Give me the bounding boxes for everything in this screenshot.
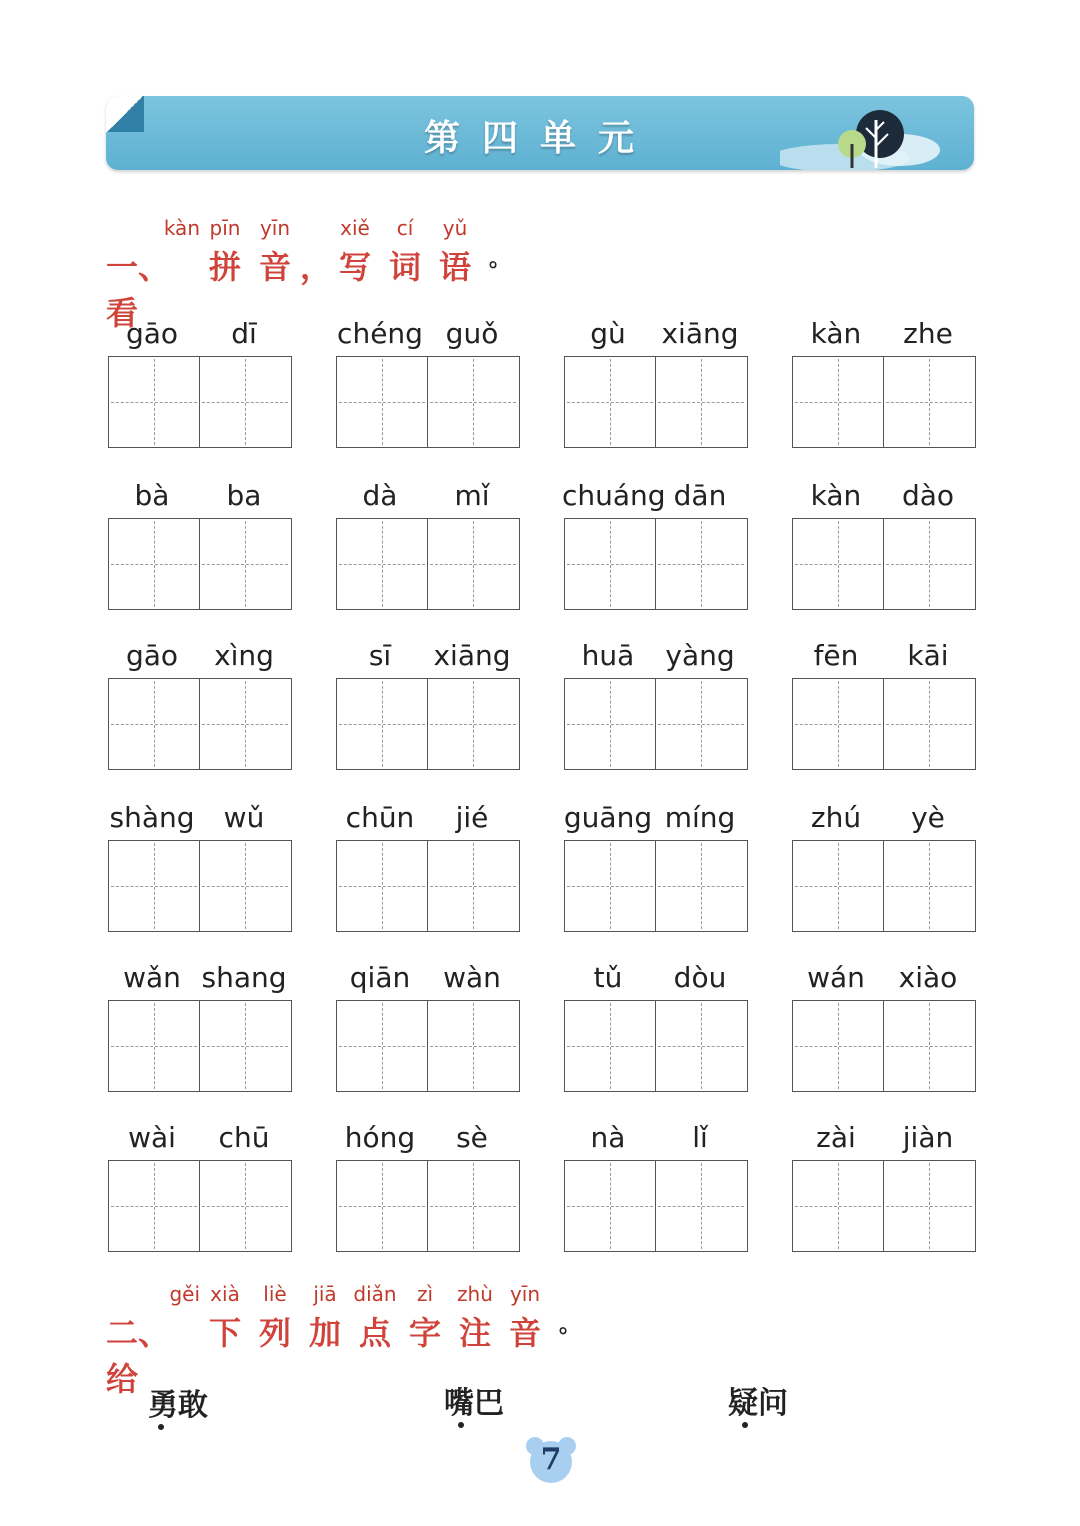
pinyin bbox=[300, 216, 330, 240]
syllable: kàn bbox=[810, 317, 862, 350]
pinyin bbox=[550, 1282, 590, 1306]
syllable: chéng bbox=[337, 317, 423, 350]
syllable: huā bbox=[581, 639, 635, 672]
word-yonggan: 勇敢 bbox=[148, 1388, 208, 1423]
word-cell bbox=[106, 794, 290, 932]
tianzige-box[interactable] bbox=[199, 679, 290, 769]
word-cell bbox=[790, 954, 974, 1092]
tianzige-box[interactable] bbox=[109, 1161, 199, 1251]
word-pinyin bbox=[106, 954, 290, 994]
title-char: 加 bbox=[308, 1314, 341, 1352]
word-pinyin bbox=[562, 1114, 746, 1154]
title-char: 字 bbox=[408, 1314, 441, 1352]
word-pinyin bbox=[334, 1114, 518, 1154]
writing-grid[interactable] bbox=[336, 518, 520, 610]
syllable: guāng bbox=[563, 801, 653, 834]
pinyin: diǎn bbox=[353, 1282, 397, 1306]
word-yiwen: 疑问 bbox=[728, 1386, 788, 1421]
word-cell bbox=[334, 310, 518, 448]
syllable: mǐ bbox=[454, 479, 490, 512]
pinyin: liè bbox=[263, 1282, 287, 1306]
word-pinyin bbox=[562, 472, 746, 512]
syllable: dà bbox=[362, 479, 398, 512]
word-pinyin bbox=[106, 794, 290, 834]
word-cell bbox=[334, 1114, 518, 1252]
word-pinyin bbox=[562, 794, 746, 834]
syllable: dào bbox=[901, 479, 955, 512]
syllable: zài bbox=[816, 1121, 856, 1154]
writing-grid[interactable] bbox=[108, 518, 292, 610]
tianzige-box[interactable] bbox=[337, 679, 427, 769]
tianzige-box[interactable] bbox=[427, 679, 518, 769]
writing-grid[interactable] bbox=[108, 356, 292, 448]
word-cell bbox=[334, 794, 518, 932]
tianzige-box[interactable] bbox=[793, 1161, 883, 1251]
title-char: 二、给 bbox=[106, 1314, 171, 1398]
word-pinyin bbox=[790, 794, 974, 834]
pinyin: jiā bbox=[313, 1282, 337, 1306]
word-cell bbox=[562, 310, 746, 448]
syllable: fēn bbox=[813, 639, 859, 672]
word-pinyin bbox=[562, 632, 746, 672]
syllable: wán bbox=[807, 961, 865, 994]
syllable: lǐ bbox=[692, 1121, 708, 1154]
writing-grid[interactable] bbox=[336, 356, 520, 448]
title-char: 注 bbox=[458, 1314, 491, 1352]
word-cell bbox=[334, 632, 518, 770]
pinyin: gěi bbox=[169, 1282, 200, 1306]
tianzige-box[interactable] bbox=[427, 841, 518, 931]
pinyin: xià bbox=[210, 1282, 240, 1306]
syllable: míng bbox=[664, 801, 736, 834]
syllable: shang bbox=[201, 961, 287, 994]
pinyin: pīn bbox=[209, 216, 241, 240]
tianzige-box[interactable] bbox=[109, 841, 199, 931]
syllable: xiāng bbox=[433, 639, 511, 672]
pinyin bbox=[480, 216, 520, 240]
section-2-pinyin bbox=[106, 1282, 590, 1306]
word-pinyin bbox=[334, 472, 518, 512]
syllable: gāo bbox=[125, 317, 179, 350]
syllable: yàng bbox=[665, 639, 735, 672]
word-pinyin bbox=[562, 310, 746, 350]
tianzige-box[interactable] bbox=[337, 1001, 427, 1091]
tianzige-box[interactable] bbox=[199, 519, 290, 609]
word-cell bbox=[106, 472, 290, 610]
syllable: tǔ bbox=[593, 961, 623, 994]
title-char: 音 bbox=[258, 248, 291, 286]
pinyin: yīn bbox=[259, 216, 291, 240]
pinyin: xiě bbox=[340, 216, 370, 240]
word-pinyin bbox=[106, 472, 290, 512]
writing-grid[interactable] bbox=[792, 1000, 976, 1092]
pinyin: kàn bbox=[163, 216, 200, 240]
word-cell bbox=[106, 310, 290, 448]
word-pinyin bbox=[790, 310, 974, 350]
syllable: qiān bbox=[349, 961, 411, 994]
word-cell bbox=[334, 472, 518, 610]
word-cell bbox=[562, 1114, 746, 1252]
tianzige-box[interactable] bbox=[655, 1161, 746, 1251]
syllable: sè bbox=[456, 1121, 488, 1154]
tianzige-box[interactable] bbox=[883, 357, 974, 447]
word-pinyin bbox=[790, 472, 974, 512]
title-char: 拼 bbox=[208, 248, 241, 286]
tianzige-box[interactable] bbox=[199, 357, 290, 447]
tianzige-box[interactable] bbox=[199, 1161, 290, 1251]
writing-grid[interactable] bbox=[108, 1000, 292, 1092]
word-cell bbox=[106, 1114, 290, 1252]
title-char: 列 bbox=[258, 1314, 291, 1352]
tianzige-box[interactable] bbox=[565, 357, 655, 447]
emphasis-dot bbox=[742, 1422, 748, 1428]
syllable: zhú bbox=[810, 801, 862, 834]
writing-grid[interactable] bbox=[108, 1160, 292, 1252]
word-pinyin bbox=[790, 954, 974, 994]
section-1-pinyin bbox=[106, 216, 520, 240]
writing-grid[interactable] bbox=[792, 840, 976, 932]
writing-grid[interactable] bbox=[792, 518, 976, 610]
syllable: xiào bbox=[898, 961, 958, 994]
tianzige-box[interactable] bbox=[427, 1001, 518, 1091]
writing-grid[interactable] bbox=[564, 678, 748, 770]
tianzige-box[interactable] bbox=[427, 519, 518, 609]
syllable: sī bbox=[368, 639, 392, 672]
writing-grid[interactable] bbox=[564, 1000, 748, 1092]
writing-grid[interactable] bbox=[336, 1000, 520, 1092]
title-char: 语 bbox=[438, 248, 471, 286]
tianzige-box[interactable] bbox=[655, 519, 746, 609]
word-cell bbox=[790, 794, 974, 932]
tianzige-box[interactable] bbox=[883, 841, 974, 931]
tianzige-box[interactable] bbox=[199, 841, 290, 931]
tianzige-box[interactable] bbox=[655, 841, 746, 931]
syllable: chū bbox=[218, 1121, 270, 1154]
tianzige-box[interactable] bbox=[655, 1001, 746, 1091]
word-pinyin bbox=[334, 954, 518, 994]
writing-grid[interactable] bbox=[564, 1160, 748, 1252]
syllable: yè bbox=[911, 801, 945, 834]
syllable: dān bbox=[673, 479, 727, 512]
tianzige-box[interactable] bbox=[337, 357, 427, 447]
word-pinyin bbox=[334, 310, 518, 350]
syllable: shàng bbox=[109, 801, 195, 834]
tianzige-box[interactable] bbox=[883, 679, 974, 769]
syllable: nà bbox=[590, 1121, 626, 1154]
title-char: ， bbox=[300, 248, 333, 286]
syllable: xìng bbox=[214, 639, 274, 672]
tianzige-box[interactable] bbox=[337, 519, 427, 609]
tianzige-box[interactable] bbox=[793, 519, 883, 609]
pinyin: yǔ bbox=[442, 216, 468, 240]
word-cell bbox=[562, 472, 746, 610]
syllable: wǎn bbox=[123, 961, 181, 994]
word-cell bbox=[562, 954, 746, 1092]
writing-grid[interactable] bbox=[336, 1160, 520, 1252]
tianzige-box[interactable] bbox=[427, 1161, 518, 1251]
tianzige-box[interactable] bbox=[655, 357, 746, 447]
word-cell bbox=[334, 954, 518, 1092]
word-cell bbox=[562, 794, 746, 932]
syllable: wǔ bbox=[223, 801, 265, 834]
syllable: wàn bbox=[443, 961, 501, 994]
tianzige-box[interactable] bbox=[199, 1001, 290, 1091]
writing-grid[interactable] bbox=[792, 356, 976, 448]
word-pinyin bbox=[106, 632, 290, 672]
word-pinyin bbox=[334, 794, 518, 834]
word-cell bbox=[790, 472, 974, 610]
syllable: kàn bbox=[810, 479, 862, 512]
title-char: 一、看 bbox=[106, 248, 171, 332]
syllable: gāo bbox=[125, 639, 179, 672]
title-char: 写 bbox=[338, 248, 371, 286]
tianzige-box[interactable] bbox=[883, 1001, 974, 1091]
pinyin: yīn bbox=[509, 1282, 541, 1306]
tianzige-box[interactable] bbox=[565, 519, 655, 609]
word-cell bbox=[790, 632, 974, 770]
tianzige-box[interactable] bbox=[109, 357, 199, 447]
word-cell bbox=[790, 1114, 974, 1252]
syllable: chūn bbox=[345, 801, 415, 834]
word-pinyin bbox=[106, 310, 290, 350]
tianzige-box[interactable] bbox=[565, 1161, 655, 1251]
emphasis-dot bbox=[158, 1424, 164, 1430]
syllable: jiàn bbox=[902, 1121, 954, 1154]
syllable: guǒ bbox=[445, 317, 499, 350]
syllable: wài bbox=[128, 1121, 176, 1154]
syllable: chuáng bbox=[562, 479, 666, 512]
syllable: gù bbox=[590, 317, 626, 350]
word-cell bbox=[562, 632, 746, 770]
tianzige-box[interactable] bbox=[883, 1161, 974, 1251]
tianzige-box[interactable] bbox=[109, 679, 199, 769]
word-cell bbox=[106, 954, 290, 1092]
word-cell bbox=[790, 310, 974, 448]
word-pinyin bbox=[334, 632, 518, 672]
writing-grid[interactable] bbox=[108, 840, 292, 932]
writing-grid[interactable] bbox=[336, 678, 520, 770]
tianzige-box[interactable] bbox=[565, 679, 655, 769]
title-char: 词 bbox=[388, 248, 421, 286]
tianzige-box[interactable] bbox=[655, 679, 746, 769]
tianzige-box[interactable] bbox=[793, 679, 883, 769]
tianzige-box[interactable] bbox=[427, 357, 518, 447]
syllable: jié bbox=[455, 801, 489, 834]
writing-grid[interactable] bbox=[564, 356, 748, 448]
tianzige-box[interactable] bbox=[883, 519, 974, 609]
pinyin: zhù bbox=[457, 1282, 493, 1306]
writing-grid[interactable] bbox=[564, 840, 748, 932]
writing-grid[interactable] bbox=[564, 518, 748, 610]
writing-grid[interactable] bbox=[792, 1160, 976, 1252]
tianzige-box[interactable] bbox=[109, 519, 199, 609]
word-cell bbox=[106, 632, 290, 770]
night-tree-illustration bbox=[780, 100, 970, 170]
word-pinyin bbox=[106, 1114, 290, 1154]
emphasis-dot bbox=[458, 1422, 464, 1428]
tianzige-box[interactable] bbox=[337, 1161, 427, 1251]
tianzige-box[interactable] bbox=[793, 841, 883, 931]
tianzige-box[interactable] bbox=[337, 841, 427, 931]
tianzige-box[interactable] bbox=[793, 1001, 883, 1091]
tianzige-box[interactable] bbox=[109, 1001, 199, 1091]
word-pinyin bbox=[790, 1114, 974, 1154]
title-char: 点 bbox=[358, 1314, 391, 1352]
tianzige-box[interactable] bbox=[565, 1001, 655, 1091]
title-char: 音 bbox=[508, 1314, 541, 1352]
pinyin: cí bbox=[396, 216, 414, 240]
word-zuiba: 嘴巴 bbox=[444, 1386, 504, 1421]
title-char: 。 bbox=[488, 247, 511, 272]
tianzige-box[interactable] bbox=[793, 357, 883, 447]
unit-title: 第四单元 bbox=[423, 118, 656, 159]
syllable: zhe bbox=[903, 317, 953, 350]
writing-grid[interactable] bbox=[336, 840, 520, 932]
tianzige-box[interactable] bbox=[565, 841, 655, 931]
writing-grid[interactable] bbox=[792, 678, 976, 770]
word-pinyin bbox=[562, 954, 746, 994]
title-char: 。 bbox=[558, 1313, 581, 1338]
syllable: hóng bbox=[344, 1121, 416, 1154]
pinyin: zì bbox=[416, 1282, 434, 1306]
syllable: bà bbox=[134, 479, 170, 512]
word-pinyin bbox=[790, 632, 974, 672]
syllable: ba bbox=[226, 479, 262, 512]
syllable: dòu bbox=[673, 961, 727, 994]
syllable: dī bbox=[231, 317, 257, 350]
syllable: xiāng bbox=[661, 317, 739, 350]
syllable: kāi bbox=[907, 639, 949, 672]
page-number: 7 bbox=[540, 1442, 562, 1477]
title-char: 下 bbox=[208, 1314, 241, 1352]
writing-grid[interactable] bbox=[108, 678, 292, 770]
